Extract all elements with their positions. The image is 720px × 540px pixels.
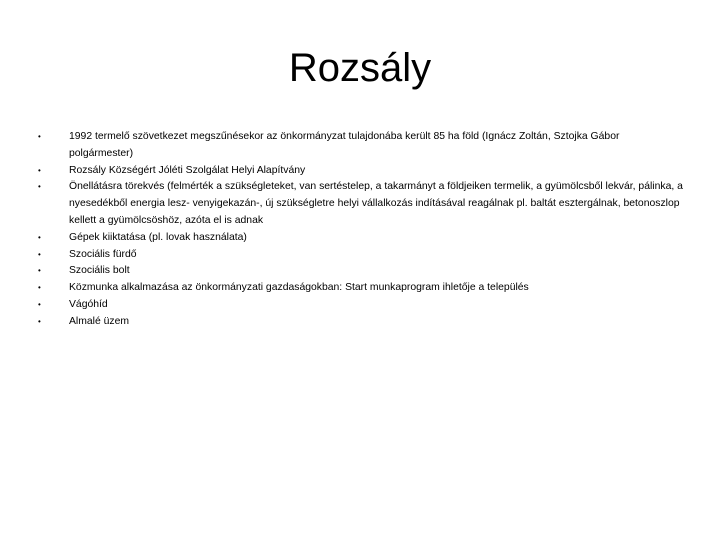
list-item-text: Szociális fürdő [69, 248, 137, 260]
slide-title: Rozsály [288, 46, 432, 90]
bullet-icon: • [38, 182, 41, 192]
bullet-icon: • [38, 165, 41, 175]
bullet-icon: • [38, 283, 41, 293]
list-item-text: Almalé üzem [69, 315, 130, 327]
list-item-text: 1992 termelő szövetkezet megszűnésekor az önkormányzat tulajdonába került 85 ha föld (Ignácz Zoltán, Sztojka Gábor polgármester) [69, 131, 620, 159]
list-item-text: Gépek kiiktatása (pl. lovak használata) [69, 231, 247, 243]
bullet-icon: • [38, 266, 41, 276]
list-item-text: Szociális bolt [69, 265, 130, 277]
list-item [36, 280, 686, 297]
list-item [36, 314, 686, 331]
bullet-icon: • [38, 316, 41, 326]
list-item-text: Közmunka alkalmazása az önkormányzati gazdaságokban: Start munkaprogram ihletője a település [69, 282, 529, 294]
list-item [36, 129, 686, 163]
list-item [36, 230, 686, 247]
list-item-text: Vágóhíd [69, 298, 108, 310]
bullet-icon: • [38, 299, 41, 309]
list-item-text: Önellátásra törekvés (felmérték a szükségleteket, van sertéstelep, a takarmányt a földjeiken termelik, a gyümölcsből lekvár, pálinka, a nyesedékből energia lesz- venyigekazán-, új szükségletre helyi vállalkozás indításával reagálnak pl. baltát esztergálnak, betonoszlop kellett a gyümölcsöshöz, azóta el is adnak [69, 181, 683, 226]
bullet-list [36, 129, 686, 331]
list-item [36, 297, 686, 314]
bullet-icon: • [38, 249, 41, 259]
bullet-icon: • [38, 132, 41, 141]
list-item [36, 179, 686, 229]
bullet-icon: • [38, 232, 41, 242]
list-item [36, 247, 686, 264]
list-item [36, 263, 686, 280]
list-item-text: Rozsály Községért Jóléti Szolgálat Helyi Alapítvány [69, 164, 306, 176]
list-item [36, 163, 686, 180]
